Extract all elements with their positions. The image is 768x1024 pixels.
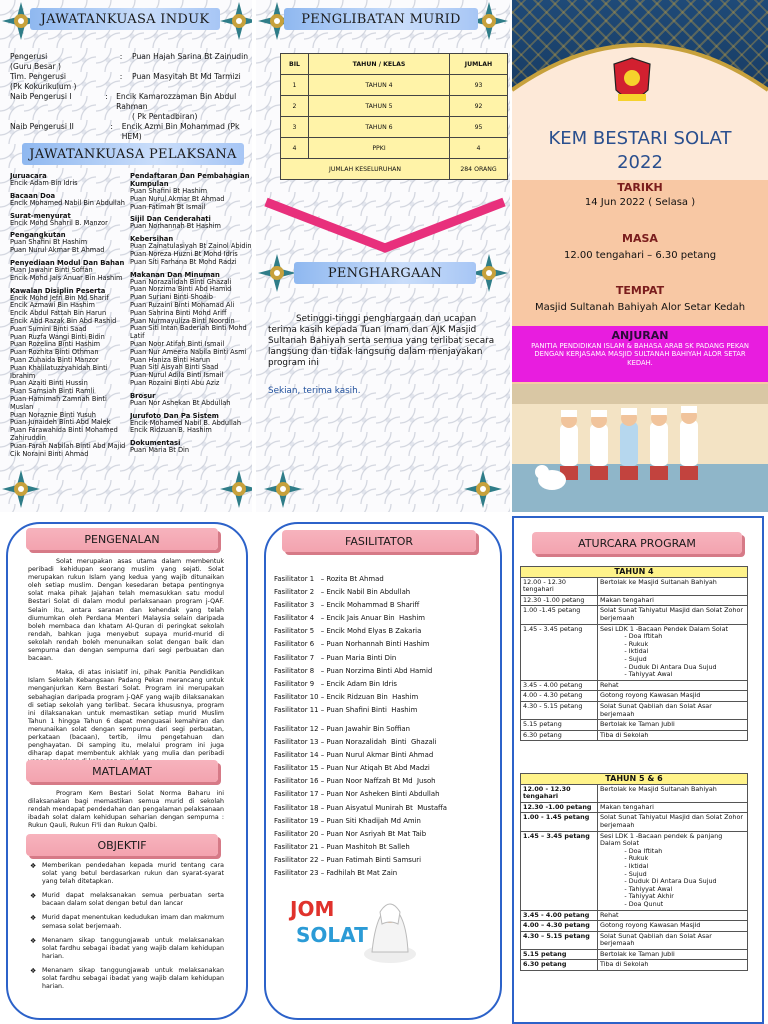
committee-unit-title: Kebersihan xyxy=(130,235,174,244)
table-row xyxy=(521,802,748,813)
objektif-text: Memberikan pendedahan kepada murid tentang cara solat yang betul berdasarkan rukun dan syarat-syarat yang telah ditetapkan. xyxy=(42,862,224,886)
objektif-text: Menanam sikap tanggungjawab untuk melaksanakan solat fardhu sebagai ibadat yang wajib dalam kehidupan harian. xyxy=(42,966,224,991)
induk-colon: : xyxy=(110,122,113,131)
committee-member: Puan Norzima Binti Abd Hamid xyxy=(130,285,232,294)
schedule-activity: Makan tengahari xyxy=(598,595,748,606)
pengenalan-title: PENGENALAN xyxy=(26,528,218,550)
schedule-time: 6.30 petang xyxy=(521,730,598,741)
table-cell: 4 xyxy=(450,138,508,159)
committee-member: Puan Sahrina Binti Mohd Ariff xyxy=(130,308,227,317)
bullet-icon: ❖ xyxy=(30,862,37,870)
pelaksana-left-column xyxy=(10,172,128,502)
committee-unit xyxy=(130,412,252,436)
induk-role: (Guru Besar ) xyxy=(10,62,61,71)
list-item: Fasilitator 1 – Rozita Bt Ahmad xyxy=(274,575,384,583)
masa-value: 12.00 tengahari – 6.30 petang xyxy=(563,250,717,261)
schedule-section-title: TAHUN 5 & 6 xyxy=(521,774,748,785)
list-item: Fasilitator 4 – Encik Jais Anuar Bin Hashim xyxy=(274,614,425,623)
list-item: Fasilitator 10 – Encik Ridzuan Bin Hashim xyxy=(274,692,419,701)
induk-role: Naib Pengerusi II xyxy=(10,122,74,131)
praying-figure-icon xyxy=(364,904,416,963)
schedule-activity: Solat Sunat Qabliah dan Solat Asar berjemaah xyxy=(598,701,748,719)
schedule-activity: Bertolak ke Masjid Sultanah Bahiyah xyxy=(598,577,748,595)
committee-member: Puan Noor Atifah Binti Ismail xyxy=(130,339,225,348)
induk-row xyxy=(10,52,250,62)
table-row xyxy=(521,606,748,624)
schedule-activity: Tiba di Sekolah xyxy=(598,730,748,741)
matlamat-text: Program Kem Bestari Solat Norma Baharu ini dilaksanakan bagi memastikan semua murid di sekolah rendah mendapat pendedahan dan pengalaman pelaksanaan ibadah solat dalam kehidupan seharian dengan sempurna : Rukun Qauli, Rukun Fi'li dan Rukun Qalbi. xyxy=(28,790,224,830)
table-row xyxy=(521,595,748,606)
praying-children-illustration xyxy=(512,384,768,512)
cover-title-line1: KEM BESTARI SOLAT xyxy=(548,128,732,149)
committee-unit-title: Bacaan Doa xyxy=(10,191,56,200)
committee-member: Puan Jawahir Binti Soffan xyxy=(10,265,93,274)
committee-member: Puan Shafini Bt Hashim xyxy=(10,238,88,247)
pengenalan-text xyxy=(28,558,224,766)
tarikh-label: TARIKH xyxy=(617,181,663,194)
committee-panel xyxy=(0,0,252,512)
committee-member: Puan Fatimah Bt Ismail xyxy=(130,202,206,211)
table-cell: TAHUN 4 xyxy=(309,75,450,96)
list-item: Fasilitator 13 – Puan Norazalidah Binti Ghazali xyxy=(274,738,437,747)
table-row xyxy=(281,138,508,159)
schedule-table-tahun4 xyxy=(520,566,748,741)
committee-member: Puan Zainatulasiyah Bt Zainol Abidin xyxy=(130,242,252,251)
schedule-activity: Rehat xyxy=(598,910,748,921)
list-item: Fasilitator 23 – Fadhilah Bt Mat Zain xyxy=(274,869,398,878)
objektif-text: Menanam sikap tanggungjawab untuk melaksanakan solat fardhu sebagai ibadat yang wajib dalam kehidupan harian. xyxy=(42,936,224,960)
fasilitator-group-2 xyxy=(274,723,498,880)
cover-panel xyxy=(512,0,768,512)
committee-unit-title: Pengangkutan xyxy=(10,231,66,240)
committee-unit-title: Kawalan Disiplin Peserta xyxy=(10,286,106,295)
induk-colon: : xyxy=(119,72,123,81)
pengenalan-paragraph: Solat merupakan asas utama dalam membentuk peribadi kehidupan seorang muslim yang sejati. Solat merupakan rukun Islam yang kedua yang wajib ditunaikan oleh setiap muslim. Dengan kesedaran betapa pentingnya solat maka pihak Jajahan telah memasukkan satu modul Bestari Solat di dalam modul perlaksanaan program j-QAF. Selain itu, antara saranan dan kehendak yang telah diumumkan oleh Perdana Menteri Malaysia selain daripada boleh membaca dan khatam Al-Quran di peringkat sekolah rendah, bahkan juga menyebut supaya murid-murid di sekolah rendah boleh menunaikan solat dengan baik dan sempurna dan dengan sempurna dari segi perbuatan dan bacaan. xyxy=(28,558,224,663)
committee-unit-title: Brosur xyxy=(130,391,156,400)
anjuran-value: PANITIA PENDIDIKAN ISLAM & BAHASA ARAB SK PADANG PEKAN DENGAN KERJASAMA MASJID SULTANAH BAHIYAH ALOR SETAR KEDAH. xyxy=(531,342,749,367)
ornament-icon xyxy=(218,0,252,42)
ornament-icon xyxy=(262,468,304,510)
list-item: Fasilitator 9 – Encik Adam Bin Idris xyxy=(274,679,397,688)
committee-unit xyxy=(10,212,128,228)
committee-member: Puan Shafini Bt Hashim xyxy=(130,187,208,195)
schedule-time: 5.15 petang xyxy=(521,720,598,731)
table-cell: 4 xyxy=(281,138,309,159)
committee-unit-title: Sijil Dan Cenderahati xyxy=(130,215,211,224)
committee-member: Encik Mohd Jais Anuar Bin Hashim xyxy=(10,273,123,282)
committee-member: Puan Siti Farhana Bt Mohd Radzi xyxy=(130,257,237,266)
induk-name: Encik Azmi Bin Mohammad (Pk HEM) xyxy=(121,122,240,141)
table-row xyxy=(521,931,748,949)
committee-member: Cik Noraini Binti Ahmad xyxy=(10,449,89,458)
list-item: Fasilitator 19 – Puan Siti Khadijah Md Amin xyxy=(274,816,421,825)
list-item: Fasilitator 15 – Puan Nur Atiqah Bt Abd Madzi xyxy=(274,764,430,773)
committee-unit xyxy=(10,287,128,459)
table-row xyxy=(521,831,748,910)
table-cell: 95 xyxy=(450,117,508,138)
induk-title: JAWATANKUASA INDUK xyxy=(30,8,220,30)
list-item: Fasilitator 8 – Puan Norzima Binti Abd Hamid xyxy=(274,666,433,675)
induk-row xyxy=(10,122,250,142)
list-item: Fasilitator 14 – Puan Nurul Akmar Binti Ahmad xyxy=(274,751,434,760)
aturcara-title: ATURCARA PROGRAM xyxy=(532,532,742,554)
induk-row xyxy=(10,82,250,92)
table-cell: 93 xyxy=(450,75,508,96)
table-row xyxy=(281,96,508,117)
committee-member: Puan Suriani Binti Shoaib xyxy=(130,293,213,302)
table-row xyxy=(521,949,748,960)
schedule-time: 3.45 - 4.00 petang xyxy=(521,680,598,691)
committee-member: Encik Mohd Jefri Bin Md Sharif xyxy=(10,293,109,302)
schedule-table-tahun56 xyxy=(520,773,748,971)
schedule-activity: Rehat xyxy=(598,680,748,691)
induk-role: Tim. Pengerusi xyxy=(10,72,67,81)
schedule-time: 1.00 - 1.45 petang xyxy=(521,813,598,831)
committee-member: Encik Mohamed Nabil B. Abdullah xyxy=(130,418,241,427)
induk-role: Naib Pengerusi I xyxy=(10,92,72,101)
committee-member: Encik Ridzuan B. Hashim xyxy=(130,426,212,435)
committee-unit xyxy=(130,235,252,266)
penghargaan-text xyxy=(268,314,504,369)
table-row xyxy=(521,680,748,691)
tarikh-value: 14 Jun 2022 ( Selasa ) xyxy=(584,197,696,208)
committee-unit-title: Pendaftaran Dan Pembahagian Kumpulan xyxy=(130,172,250,188)
list-item xyxy=(30,892,224,908)
committee-unit xyxy=(130,392,252,408)
committee-member: Puan Junaideh Binti Abd Malek xyxy=(10,418,111,427)
committee-member: Puan Zuhaida Binti Manzor xyxy=(10,355,99,364)
induk-colon: : xyxy=(119,52,123,61)
table-cell: 1 xyxy=(281,75,309,96)
induk-row xyxy=(10,92,250,112)
induk-colon xyxy=(110,112,132,122)
table-row xyxy=(521,921,748,932)
committee-member: Puan Ruzaini Binti Mohamad Ali xyxy=(130,300,235,309)
table-row xyxy=(521,577,748,595)
committee-member: Puan Rozhita Binti Othman xyxy=(10,348,99,357)
induk-role: Pengerusi xyxy=(10,52,48,61)
schedule-activity: Gotong royong Kawasan Masjid xyxy=(598,921,748,932)
masa-label: MASA xyxy=(622,232,658,245)
committee-member: Puan Farawahida Binti Mohamed Zahiruddin xyxy=(10,426,118,442)
table-row xyxy=(521,910,748,921)
committee-unit-title: Juruacara xyxy=(10,172,47,180)
anjuran-box xyxy=(512,326,768,382)
committee-member: Puan Hamimah Zamnah Binti Muslan xyxy=(10,394,107,411)
bullet-icon: ❖ xyxy=(30,966,37,975)
committee-member: Puan Siti Intan Baderiah Binti Mohd Latif xyxy=(130,324,247,341)
committee-unit-title: Penyediaan Modul Dan Bahan xyxy=(10,258,125,267)
schedule-time: 12.30 -1.00 petang xyxy=(521,595,598,606)
table-header: TAHUN / KELAS xyxy=(309,54,450,75)
committee-member: Puan Farah Nabilah Binti Abd Majid xyxy=(10,441,126,450)
list-item xyxy=(30,967,224,991)
tempat-label: TEMPAT xyxy=(615,284,665,297)
objektif-text: Murid dapat melaksanakan semua perbuatan serta bacaan dalam solat dengan betul dan lancar xyxy=(42,892,224,908)
committee-member: Puan Norazalidah Binti Ghazali xyxy=(130,277,232,286)
committee-unit xyxy=(10,259,128,283)
penglibatan-title: PENGLIBATAN MURID xyxy=(284,8,478,30)
committee-member: Puan Nurul Akmar Bt Ahmad xyxy=(10,246,105,255)
committee-member: Puan Azaiti Binti Hussin xyxy=(10,379,88,388)
committee-member: Puan Noreza Huzni Bt Mohd Idris xyxy=(130,249,238,258)
schedule-activity: Bertolak ke Taman Jubli xyxy=(598,949,748,960)
committee-member: Encik Adam Bin Idris xyxy=(10,179,78,187)
bullet-icon: ❖ xyxy=(30,936,37,945)
induk-role xyxy=(10,112,110,122)
list-item xyxy=(30,937,224,961)
schedule-section-title: TAHUN 4 xyxy=(521,567,748,578)
schedule-time: 6.30 petang xyxy=(521,960,598,971)
schedule-time: 12.30 -1.00 petang xyxy=(521,802,598,813)
committee-member: Puan Nurul Adila Binti Ismail xyxy=(130,371,224,380)
induk-name: Puan Masyitah Bt Md Tarmizi xyxy=(132,72,241,81)
schedule-time: 4.30 - 5.15 petang xyxy=(521,701,598,719)
schedule-time: 4.00 – 4.30 petang xyxy=(521,921,598,932)
schedule-time: 3.45 - 4.00 petang xyxy=(521,910,598,921)
committee-member: Encik Mohamed Nabil Bin Abdullah xyxy=(10,198,125,207)
committee-unit xyxy=(130,172,252,211)
tempat-value: Masjid Sultanah Bahiyah Alor Setar Kedah xyxy=(534,302,746,313)
chevron-decoration xyxy=(262,196,508,256)
committee-member: Puan Siti Aisyah Binti Saad xyxy=(130,363,219,372)
committee-member: Puan Samsiah Binti Ramli xyxy=(10,387,95,396)
list-item: Fasilitator 18 – Puan Aisyatul Munirah Bt Mustaffa xyxy=(274,803,448,812)
schedule-activity: Sesi LDK 1 -Bacaan pendek & panjang Dalam Solat - Doa Iftitah - Rukuk - Iktidal - Sujud - Duduk Di Antara Dua Sujud - Tahiyyat Awal - Tahiyyat Akhir - Doa Qunut xyxy=(598,831,748,910)
table-row xyxy=(521,720,748,731)
induk-name: ( Pk Pentadbiran) xyxy=(132,112,198,121)
committee-unit-title: Surat-menyurat xyxy=(10,211,71,220)
committee-member: Puan Rozaini Binti Abu Aziz xyxy=(130,378,220,387)
committee-unit xyxy=(130,271,252,388)
committee-unit-title: Makanan Dan Minuman xyxy=(130,270,220,279)
list-item: Fasilitator 2 – Encik Nabil Bin Abdullah xyxy=(274,588,411,597)
schedule-activity: Solat Sunat Qabliah dan Solat Asar berjemaah xyxy=(598,931,748,949)
anjuran-label: ANJURAN xyxy=(611,329,669,342)
induk-name: Encik Kamarozzaman Bin Abdul Rahman xyxy=(116,92,237,111)
committee-member: Puan Norhannah Bt Hashim xyxy=(130,222,221,231)
table-cell: 92 xyxy=(450,96,508,117)
list-item: Fasilitator 7 – Puan Maria Binti Din xyxy=(274,653,397,662)
list-item: Fasilitator 20 – Puan Nor Asriyah Bt Mat Taib xyxy=(274,829,427,838)
pengenalan-paragraph: Maka, di atas inisiatif ini, pihak Panitia Pendidikan Islam Sekolah Kebangsaan Padang Pekan merancang untuk menganjurkan Kem Bestari Solat. Program ini merupakan sebahagian daripada program j-QAF yang wajib dilaksanakan di setiap sekolah yang terlibat. Secara khususnya, program ini dilaksanakan untuk memastikan setiap murid Muslim Tahun 1 hingga Tahun 6 dapat menguasai kemahiran dan menunaikan solat dengan sempurna dari segi perbuatan, perkataan (bacaan), tertib, ilmu pengetahuan dan penghayatan. Di samping itu, melalui program ini juga diharap dapat membentuk akhlak yang mulia dan peribadi xyxy=(28,669,224,758)
schedule-activity: Solat Sunat Tahiyatul Masjid dan Solat Zohor berjemaah xyxy=(598,813,748,831)
fasilitator-group-1 xyxy=(274,573,498,717)
table-header-row xyxy=(521,774,748,785)
schedule-time: 12.00 - 12.30 tengahari xyxy=(521,784,598,802)
table-cell: TAHUN 5 xyxy=(309,96,450,117)
jom-text: JOM xyxy=(290,897,335,921)
committee-member: Puan Nor Ashekan Bt Abdullah xyxy=(130,398,231,407)
committee-member: Encik Abd Razak Bin Abd Rashid xyxy=(10,316,117,325)
committee-member: Puan Nurmayuliza Binti Noordin xyxy=(130,316,235,325)
committee-unit xyxy=(130,439,252,455)
committee-member: Puan Maria Bt Din xyxy=(130,446,190,455)
schedule-time: 1.00 -1.45 petang xyxy=(521,606,598,624)
jom-solat-logo xyxy=(286,884,426,966)
penghargaan-closing: Sekian, terima kasih. xyxy=(268,386,361,396)
objektif-list xyxy=(30,862,224,997)
schedule-time: 5.15 petang xyxy=(521,949,598,960)
table-row xyxy=(521,701,748,719)
committee-member: Puan Sumini Binti Saad xyxy=(10,324,87,333)
solat-text: SOLAT xyxy=(296,923,368,947)
committee-member: Puan Noraznie Binti Yusuh xyxy=(10,410,96,419)
schedule-activity: Tiba di Sekolah xyxy=(598,960,748,971)
school-crest-icon xyxy=(612,56,652,108)
ornament-icon xyxy=(256,252,298,294)
table-cell: PPKI xyxy=(309,138,450,159)
committee-member: Encik Azmawi Bin Hashim xyxy=(10,301,95,310)
committee-unit-title: Jurufoto Dan Pa Sistem xyxy=(130,411,219,420)
participation-table xyxy=(280,53,508,180)
schedule-time: 1.45 – 3.45 petang xyxy=(521,831,598,910)
list-item: Fasilitator 5 – Encik Mohd Elyas B Zakaria xyxy=(274,627,422,636)
committee-unit xyxy=(10,192,128,208)
induk-list xyxy=(10,52,250,142)
committee-member: Puan Ruzfa Wangi Binti Bidin xyxy=(10,332,105,341)
committee-member: Puan Khalilatuzzyahidah Binti Ibrahim xyxy=(10,363,108,380)
penghargaan-title: PENGHARGAAN xyxy=(294,262,476,284)
total-label: JUMLAH KESELURUHAN xyxy=(281,159,450,180)
table-row xyxy=(521,960,748,971)
aturcara-panel xyxy=(512,516,764,1024)
total-value: 284 ORANG xyxy=(450,159,508,180)
induk-name: Puan Hajah Sarina Bt Zainudin xyxy=(132,52,249,61)
table-header: BIL xyxy=(281,54,309,75)
schedule-activity: Gotong royong Kawasan Masjid xyxy=(598,691,748,702)
committee-unit-title: Dokumentasi xyxy=(130,439,181,448)
induk-colon xyxy=(110,62,132,72)
participation-panel xyxy=(256,0,510,512)
schedule-activity: Bertolak ke Taman Jubli xyxy=(598,720,748,731)
bullet-icon: ❖ xyxy=(30,914,37,923)
matlamat-title: MATLAMAT xyxy=(26,760,218,782)
table-total-row xyxy=(281,159,508,180)
committee-member: Puan Rozelina Binti Hashim xyxy=(10,340,101,349)
induk-colon: : xyxy=(105,92,108,101)
list-item: Fasilitator 17 – Puan Nor Asheken Binti Abdullah xyxy=(274,790,440,799)
table-row xyxy=(281,75,508,96)
table-row xyxy=(521,624,748,680)
table-cell: TAHUN 6 xyxy=(309,117,450,138)
induk-row xyxy=(10,62,250,72)
table-header-row xyxy=(521,567,748,578)
schedule-time: 12.00 - 12.30 tengahari xyxy=(521,577,598,595)
penghargaan-paragraph: Setinggi-tinggi penghargaan dan ucapan terima kasih kepada Tuan Imam dan AJK Masjid Sultanah Bahiyah serta semua yang terlibat secara langsung dan tidak langsung dalam menjayakan program ini xyxy=(268,314,495,368)
table-row xyxy=(521,730,748,741)
list-item: Fasilitator 12 – Puan Jawahir Bin Soffian xyxy=(274,725,410,733)
committee-unit xyxy=(10,172,128,188)
committee-member: Puan Nur Ameera Nabila Binti Asmi xyxy=(130,347,247,356)
induk-role: (Pk Kokurikulum ) xyxy=(10,82,77,91)
table-row xyxy=(521,691,748,702)
objektif-title: OBJEKTIF xyxy=(26,834,218,856)
table-row xyxy=(281,117,508,138)
bullet-icon: ❖ xyxy=(30,892,37,901)
schedule-activity: Makan tengahari xyxy=(598,802,748,813)
list-item: Fasilitator 6 – Puan Norhannah Binti Hashim xyxy=(274,640,430,649)
schedule-time: 4.30 – 5.15 petang xyxy=(521,931,598,949)
table-cell: 2 xyxy=(281,96,309,117)
committee-unit xyxy=(130,215,252,231)
ornament-icon xyxy=(462,468,504,510)
cover-title-line2: 2022 xyxy=(617,152,663,173)
induk-row xyxy=(10,72,250,82)
committee-member: Puan Nurul Akmar Bt Ahmad xyxy=(130,194,225,203)
table-header: JUMLAH xyxy=(450,54,508,75)
list-item: Fasilitator 11 – Puan Shafini Binti Hashim xyxy=(274,705,418,714)
list-item: Fasilitator 22 – Puan Fatimah Binti Samsuri xyxy=(274,855,422,864)
list-item: Fasilitator 21 – Puan Mashitoh Bt Salleh xyxy=(274,842,410,851)
list-item: Fasilitator 3 – Encik Mohammad B Shariff xyxy=(274,601,420,610)
pelaksana-title: JAWATANKUASA PELAKSANA xyxy=(22,143,244,165)
schedule-activity: Bertolak ke Masjid Sultanah Bahiyah xyxy=(598,784,748,802)
schedule-activity: Sesi LDK 1 -Bacaan Pendek Dalam Solat - Doa Iftitah - Rukuk - Iktidal - Sujud - Duduk Di Antara Dua Sujud - Tahiyyat Awal xyxy=(598,624,748,680)
table-row xyxy=(521,784,748,802)
schedule-time: 4.00 - 4.30 petang xyxy=(521,691,598,702)
list-item: Fasilitator 16 – Puan Noor Naffzah Bt Md Jusoh xyxy=(274,777,436,786)
induk-row xyxy=(10,112,250,122)
pelaksana-right-column xyxy=(130,172,252,472)
fasilitator-title: FASILITATOR xyxy=(282,530,476,552)
committee-member: Encik Mohd Shahril B. Manzor xyxy=(10,218,108,227)
committee-unit xyxy=(10,231,128,255)
schedule-activity: Solat Sunat Tahiyatul Masjid dan Solat Zohor berjemaah xyxy=(598,606,748,624)
table-header-row xyxy=(281,54,508,75)
objektif-text: Murid dapat menentukan kedudukan imam dan makmum semasa solat berjemaah. xyxy=(42,914,224,930)
list-item xyxy=(30,914,224,930)
committee-member: Puan Haniza Binti Harun xyxy=(130,355,211,364)
ornament-icon xyxy=(218,468,252,510)
schedule-time: 1.45 - 3.45 petang xyxy=(521,624,598,680)
committee-member: Encik Abdul Fattah Bin Harun xyxy=(10,309,107,318)
induk-colon xyxy=(110,82,132,92)
table-cell: 3 xyxy=(281,117,309,138)
table-row xyxy=(521,813,748,831)
list-item xyxy=(30,862,224,886)
